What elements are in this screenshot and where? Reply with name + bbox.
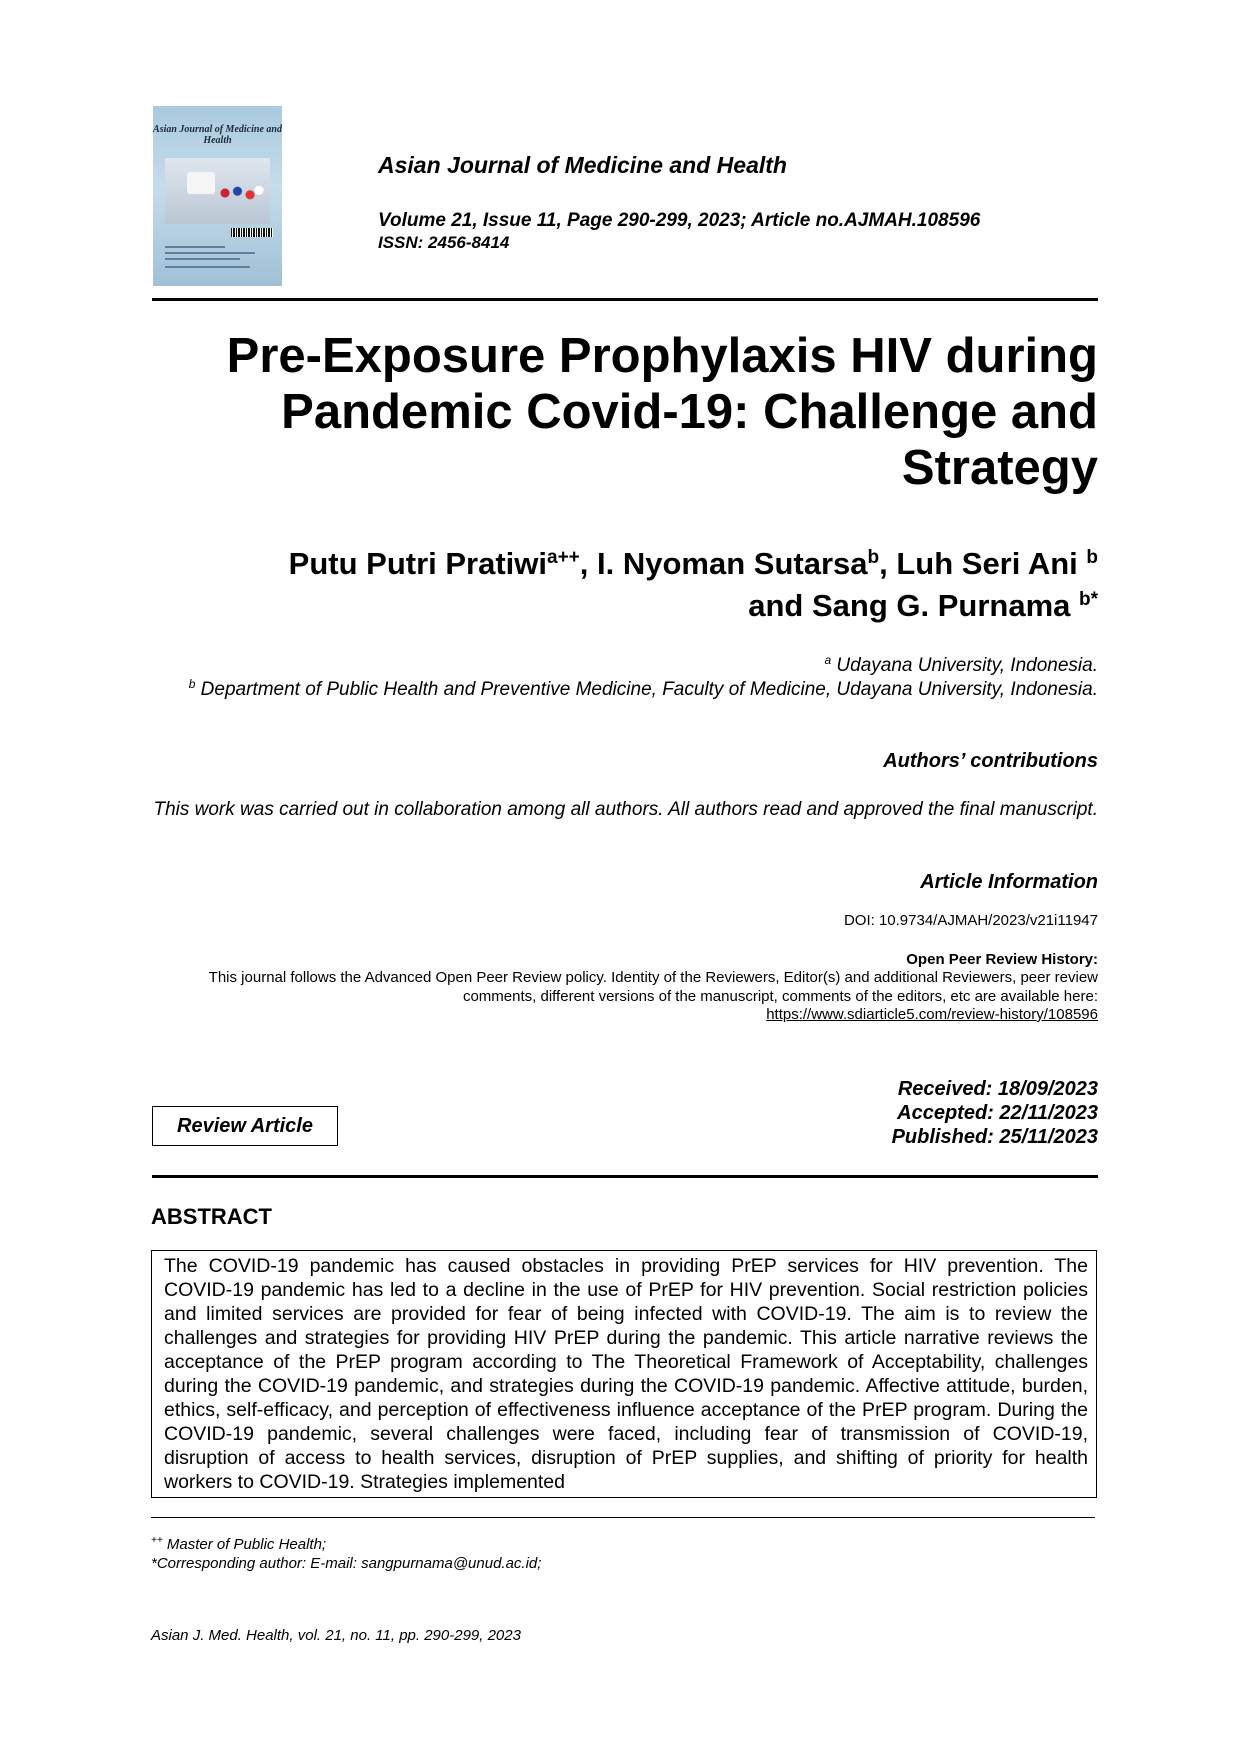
author-separator: , (579, 546, 598, 581)
issn: ISSN: 2456-8414 (378, 233, 510, 252)
citation-footer: Asian J. Med. Health, vol. 21, no. 11, pp. 290-299, 2023 (151, 1627, 521, 1644)
title-line: Strategy (901, 441, 1098, 495)
contributions-heading: Authors’ contributions (883, 750, 1098, 772)
cover-journal-name: Asian Journal of Medicine and Health (153, 124, 282, 146)
footnote-mark: ++ (151, 1535, 163, 1546)
doi: DOI: 10.9734/AJMAH/2023/v21i11947 (843, 912, 1098, 929)
author-line (118, 543, 1098, 585)
author-name: I. Nyoman Sutarsa (597, 546, 868, 581)
affiliation-text: Udayana University, Indonesia. (836, 655, 1098, 676)
received-date: Received: 18/09/2023 (897, 1078, 1098, 1100)
author-mark: a++ (547, 547, 580, 568)
cover-line (165, 266, 250, 268)
pills-graphic (215, 184, 265, 202)
affiliation-b (138, 678, 1098, 702)
open-peer-review-heading: Open Peer Review History: (906, 951, 1098, 968)
author-separator: , (879, 546, 897, 581)
author-line (118, 585, 1098, 627)
footnote-divider (151, 1517, 1095, 1518)
review-history-link[interactable]: https://www.sdiarticle5.com/review-history/108596 (766, 1006, 1098, 1023)
abstract-text: The COVID-19 pandemic has caused obstacles in providing PrEP services for HIV prevention. The COVID-19 pandemic has led to a decline in the use of PrEP for HIV prevention. Social restriction policies and limited services are provided for fear of being infected with COVID-19. The aim is to review the challenges and strategies for providing HIV PrEP during the pandemic. This article narrative reviews the acceptance of the PrEP program according to The Theoretical Framework of Acceptability, challenges during the COVID-19 pandemic, and strategies during the COVID-19 pandemic. Affective attitude, burden, ethics, self-efficacy, and perception of effectiveness influence acceptance of the PrEP program. During the COVID-19 pandemic, several challenges were faced, including fear of transmission of COVID-19, disruption of access to health services, disruption of PrEP supplies, and shifting of priority for health workers to COVID-19. Strategies implemented (164, 1255, 1088, 1493)
published-date: Published: 25/11/2023 (891, 1126, 1098, 1148)
footnote-master-text: Master of Public Health; (166, 1536, 327, 1553)
pill-bottle-graphic (187, 172, 215, 194)
author-mark: b (867, 547, 880, 568)
open-peer-review-body: This journal follows the Advanced Open Peer Review policy. Identity of the Reviewers, Editor(s) and additional Reviewers, peer review comments, different versions of the manuscript, comments of the editors, etc are available here: (208, 969, 1098, 1005)
abstract-box (151, 1250, 1097, 1498)
title-line: Pre-Exposure Prophylaxis HIV during (226, 329, 1098, 383)
section-divider (152, 1175, 1098, 1178)
footnote-master (151, 1536, 326, 1553)
article-title (118, 328, 1098, 496)
journal-cover-thumbnail (153, 106, 282, 286)
abstract-heading: ABSTRACT (151, 1204, 272, 1229)
cover-line (165, 252, 255, 254)
author-list (118, 543, 1098, 627)
footnote-corresponding: *Corresponding author: E-mail: sangpurnama@unud.ac.id; (151, 1555, 542, 1572)
volume-line: Volume 21, Issue 11, Page 290-299, 2023; Article no.AJMAH.108596 (378, 210, 981, 231)
open-peer-review-text (138, 969, 1098, 1025)
cover-photo (165, 158, 270, 224)
article-info-heading: Article Information (920, 871, 1098, 893)
author-name: Putu Putri Pratiwi (288, 546, 548, 581)
affiliation-text: Department of Public Health and Preventive Medicine, Faculty of Medicine, Udayana University, Indonesia. (200, 679, 1098, 700)
affiliation-mark: b (188, 677, 196, 691)
author-mark: b (1086, 547, 1098, 568)
affiliation-a (138, 654, 1098, 678)
barcode-graphic (231, 228, 273, 237)
title-line: Pandemic Covid-19: Challenge and (281, 385, 1098, 439)
journal-name: Asian Journal of Medicine and Health (378, 152, 787, 178)
cover-line (165, 246, 225, 248)
cover-line (165, 258, 240, 260)
publication-dates (892, 1077, 1098, 1149)
author-name: and Sang G. Purnama (748, 588, 1071, 623)
affiliation-mark: a (824, 653, 832, 667)
article-type-badge: Review Article (152, 1106, 338, 1146)
accepted-date: Accepted: 22/11/2023 (897, 1102, 1098, 1124)
author-mark: b* (1079, 589, 1098, 610)
author-name: Luh Seri Ani (896, 546, 1078, 581)
contributions-text: This work was carried out in collaboration among all authors. All authors read and approved the final manuscript. (153, 799, 1098, 820)
header-divider (152, 298, 1098, 301)
